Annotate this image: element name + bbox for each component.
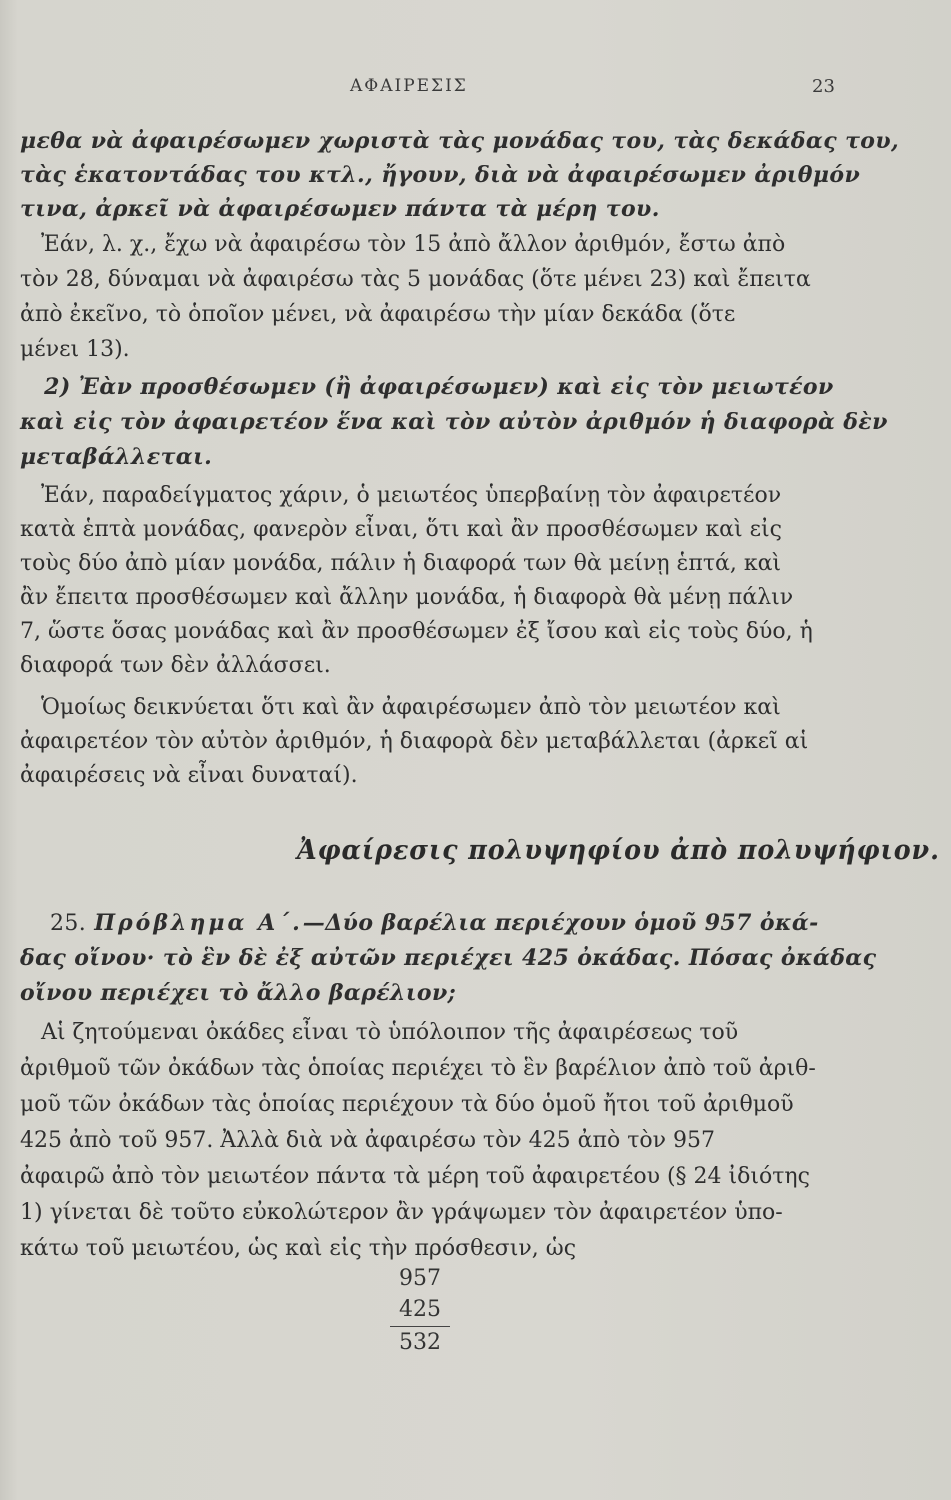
section-heading: Ἀφαίρεσις πολυψηφίου ἀπὸ πολυψήφιον. xyxy=(297,835,940,866)
minuend: 957 xyxy=(399,1266,441,1291)
text-line: Ἐάν, παραδείγματος χάριν, ὁ μειωτέος ὑπερβαίνῃ τὸν ἀφαιρετέον xyxy=(20,483,782,508)
text-line: ἀφαιρέσεις νὰ εἶναι δυναταί). xyxy=(20,763,358,788)
page-number: 23 xyxy=(812,76,835,97)
text-line: μεταβάλλεται. xyxy=(20,444,213,470)
page-header xyxy=(0,76,951,106)
text-line: μένει 13). xyxy=(20,337,130,362)
problem-number: 25. xyxy=(50,911,87,936)
text-line: Ἐάν, λ. χ., ἔχω νὰ ἀφαιρέσω τὸν 15 ἀπὸ ἄλλον ἀριθμόν, ἔστω ἀπὸ xyxy=(20,232,786,257)
problem-line: οἴνου περιέχει τὸ ἄλλο βαρέλιον; xyxy=(20,980,457,1006)
problem-line: δας οἴνου· τὸ ἓν δὲ ἐξ αὐτῶν περιέχει 425 ὀκάδας. Πόσας ὀκάδας xyxy=(20,945,877,971)
subtrahend: 425 xyxy=(399,1297,441,1322)
problem-text: —Δύο βαρέλια περιέχουν ὁμοῦ 957 ὀκά- xyxy=(302,910,819,936)
text-line: μεθα νὰ ἀφαιρέσωμεν χωριστὰ τὰς μονάδας του, τὰς δεκάδας του, xyxy=(20,128,900,154)
text-line: τὰς ἑκατοντάδας του κτλ., ἤγουν, διὰ νὰ ἀφαιρέσωμεν ἀριθμόν xyxy=(20,162,861,188)
text-line: καὶ εἰς τὸν ἀφαιρετέον ἕνα καὶ τὸν αὐτὸν ἀριθμόν ἡ διαφορὰ δὲν xyxy=(20,409,888,435)
text-line: τινα, ἀρκεῖ νὰ ἀφαιρέσωμεν πάντα τὰ μέρη του. xyxy=(20,196,660,222)
problem-line xyxy=(50,910,819,936)
text-line: Ὁμοίως δεικνύεται ὅτι καὶ ἂν ἀφαιρέσωμεν ἀπὸ τὸν μειωτέον καὶ xyxy=(20,695,781,720)
text-line: κατὰ ἑπτὰ μονάδας, φανερὸν εἶναι, ὅτι καὶ ἂν προσθέσωμεν καὶ εἰς xyxy=(20,517,782,542)
text-line: 2) Ἐὰν προσθέσωμεν (ἢ ἀφαιρέσωμεν) καὶ εἰς τὸν μειωτέον xyxy=(20,374,834,400)
text-line: ἀφαιρετέον τὸν αὐτὸν ἀριθμόν, ἡ διαφορὰ δὲν μεταβάλλεται (ἀρκεῖ αἱ xyxy=(20,729,809,754)
text-line: τοὺς δύο ἀπὸ μίαν μονάδα, πάλιν ἡ διαφορά των θὰ μείνῃ ἑπτά, καὶ xyxy=(20,551,782,576)
solution-line: ἀφαιρῶ ἀπὸ τὸν μειωτέον πάντα τὰ μέρη τοῦ ἀφαιρετέου (§ 24 ἰδιότης xyxy=(20,1164,810,1189)
text-line: τὸν 28, δύναμαι νὰ ἀφαιρέσω τὰς 5 μονάδας (ὅτε μένει 23) καὶ ἔπειτα xyxy=(20,267,811,292)
solution-line: 425 ἀπὸ τοῦ 957. Ἀλλὰ διὰ νὰ ἀφαιρέσω τὸν 425 ἀπὸ τὸν 957 xyxy=(20,1128,715,1153)
running-title: ΑΦΑΙΡΕΣΙΣ xyxy=(350,76,468,96)
subtraction-calculation xyxy=(380,1263,460,1358)
difference: 532 xyxy=(399,1330,441,1355)
solution-line: 1) γίνεται δὲ τοῦτο εὐκολώτερον ἂν γράψωμεν τὸν ἀφαιρετέον ὑπο- xyxy=(20,1200,783,1225)
text-line: 7, ὥστε ὅσας μονάδας καὶ ἂν προσθέσωμεν ἐξ ἴσου καὶ εἰς τοὺς δύο, ἡ xyxy=(20,619,813,644)
solution-line: μοῦ τῶν ὀκάδων τὰς ὁποίας περιέχουν τὰ δύο ὁμοῦ ἤτοι τοῦ ἀριθμοῦ xyxy=(20,1092,794,1117)
text-line: ἀπὸ ἐκεῖνο, τὸ ὁποῖον μένει, νὰ ἀφαιρέσω τὴν μίαν δεκάδα (ὅτε xyxy=(20,302,736,327)
solution-line: ἀριθμοῦ τῶν ὀκάδων τὰς ὁποίας περιέχει τὸ ἓν βαρέλιον ἀπὸ τοῦ ἀριθ- xyxy=(20,1056,816,1081)
text-line: ἂν ἔπειτα προσθέσωμεν καὶ ἄλλην μονάδα, ἡ διαφορὰ θὰ μένῃ πάλιν xyxy=(20,585,794,610)
problem-label: Πρόβλημα Α΄. xyxy=(94,910,303,936)
solution-line: Αἱ ζητούμεναι ὀκάδες εἶναι τὸ ὑπόλοιπον τῆς ἀφαιρέσεως τοῦ xyxy=(20,1020,739,1045)
solution-line: κάτω τοῦ μειωτέου, ὡς καὶ εἰς τὴν πρόσθεσιν, ὡς xyxy=(20,1236,577,1261)
text-line: διαφορά των δὲν ἀλλάσσει. xyxy=(20,653,331,678)
